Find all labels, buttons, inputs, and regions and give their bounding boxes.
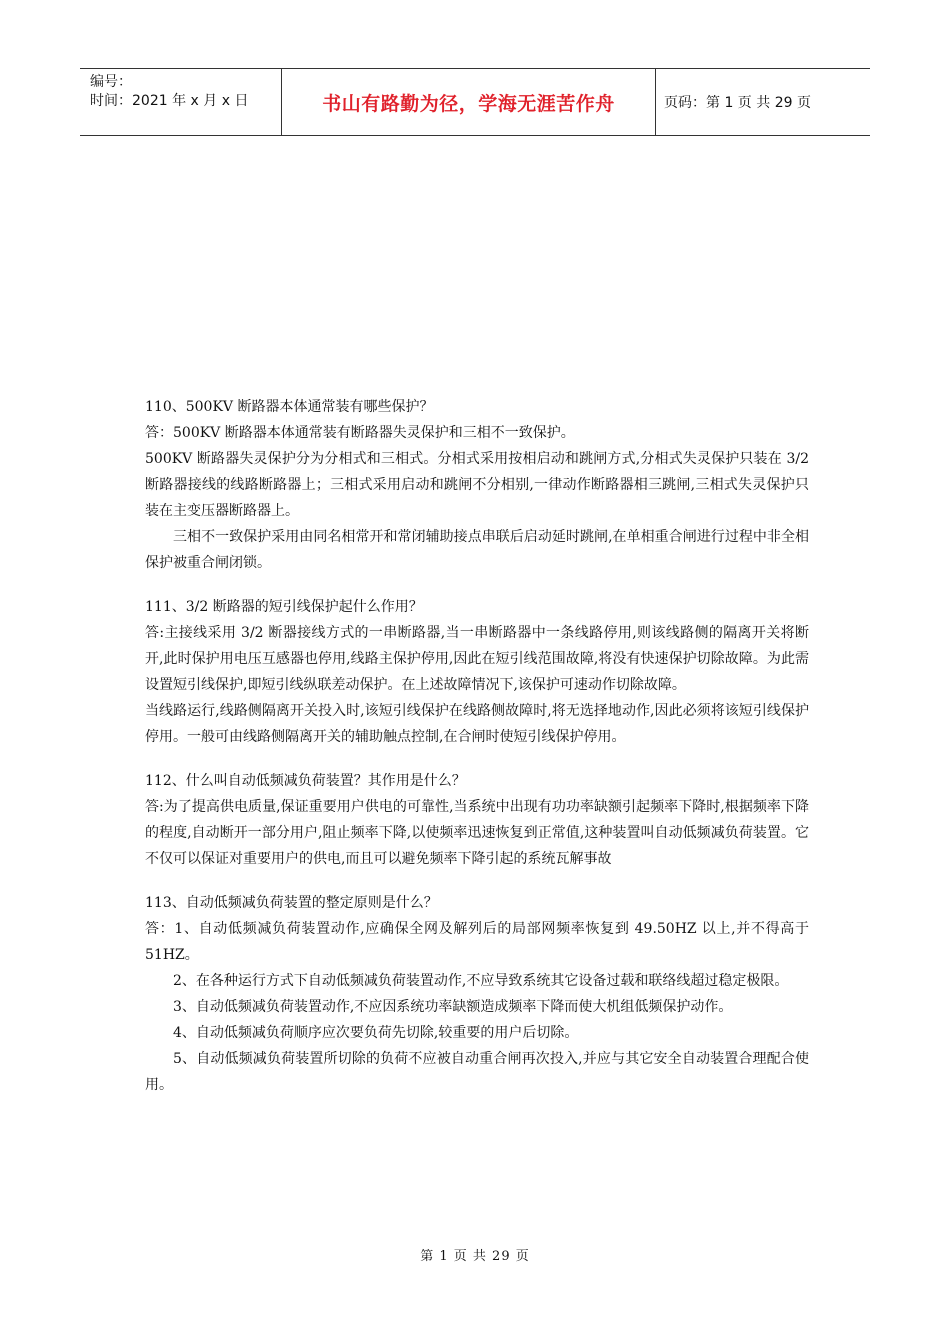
code-label: 编号： [90,74,132,90]
header-meta-cell [80,69,282,135]
question-heading: 112、什么叫自动低频减负荷装置？其作用是什么？ [145,773,466,789]
answer-paragraph: 三相不一致保护采用由同名相常开和常闭辅助接点串联后启动延时跳闸,在单相重合闸进行过程中非全相保护被重合闸闭锁。 [145,529,809,571]
answer-paragraph: 当线路运行,线路侧隔离开关投入时,该短引线保护在线路侧故障时,将无选择地动作,因此必须将该短引线保护停用。一般可由线路侧隔离开关的辅助触点控制,在合闸时使短引线保护停用。 [145,703,809,745]
page-header [80,68,870,136]
page-footer: 第 1 页 共 29 页 [420,1249,530,1264]
answer-paragraph: 4、自动低频减负荷顺序应次要负荷先切除,较重要的用户后切除。 [173,1025,579,1041]
header-page-info: 页码：第 1 页 共 29 页 [664,95,811,111]
answer-paragraph: 5、自动低频减负荷装置所切除的负荷不应被自动重合闸再次投入,并应与其它安全自动装置合理配合使用。 [145,1051,809,1093]
section-gap [145,872,809,890]
answer-paragraph: 500KV 断路器失灵保护分为分相式和三相式。分相式采用按相启动和跳闸方式,分相式失灵保护只装在 3/2 断路器接线的线路断路器上；三相式采用启动和跳闸不分相别,一律动作断路器相三跳闸,三相式失灵保护只装在主变压器断路器上。 [145,451,809,519]
answer-paragraph: 2、在各种运行方式下自动低频减负荷装置动作,不应导致系统其它设备过载和联络线超过稳定极限。 [173,973,789,989]
section-gap [145,576,809,594]
question-heading: 111、3/2 断路器的短引线保护起什么作用？ [145,599,423,615]
answer-paragraph: 答:主接线采用 3/2 断器接线方式的一串断路器,当一串断路器中一条线路停用,则该线路侧的隔离开关将断开,此时保护用电压互感器也停用,线路主保护停用,因此在短引线范围故障,将没有快速保护切除故障。为此需设置短引线保护,即短引线纵联差动保护。在上述故障情况下,该保护可速动作切除故障。 [145,625,809,693]
section-gap [145,750,809,768]
question-heading: 113、自动低频减负荷装置的整定原则是什么？ [145,895,438,911]
question-heading: 110、500KV 断路器本体通常装有哪些保护？ [145,399,434,415]
answer-paragraph: 3、自动低频减负荷装置动作,不应因系统功率缺额造成频率下降而使大机组低频保护动作。 [173,999,733,1015]
header-motto: 书山有路勤为径，学海无涯苦作舟 [282,69,656,135]
answer-paragraph: 答：1、自动低频减负荷装置动作,应确保全网及解列后的局部网频率恢复到 49.50HZ 以上,并不得高于 51HZ。 [145,921,809,963]
answer-paragraph: 答:为了提高供电质量,保证重要用户供电的可靠性,当系统中出现有功功率缺额引起频率下降时,根据频率下降的程度,自动断开一部分用户,阻止频率下降,以使频率迅速恢复到正常值,这种装置叫自动低频减负荷装置。它不仅可以保证对重要用户的供电,而且可以避免频率下降引起的系统瓦解事故 [145,799,809,867]
time-label: 时间：2021 年 x 月 x 日 [90,93,249,109]
answer-paragraph: 答：500KV 断路器本体通常装有断路器失灵保护和三相不一致保护。 [145,425,575,441]
document-body [145,394,809,1098]
